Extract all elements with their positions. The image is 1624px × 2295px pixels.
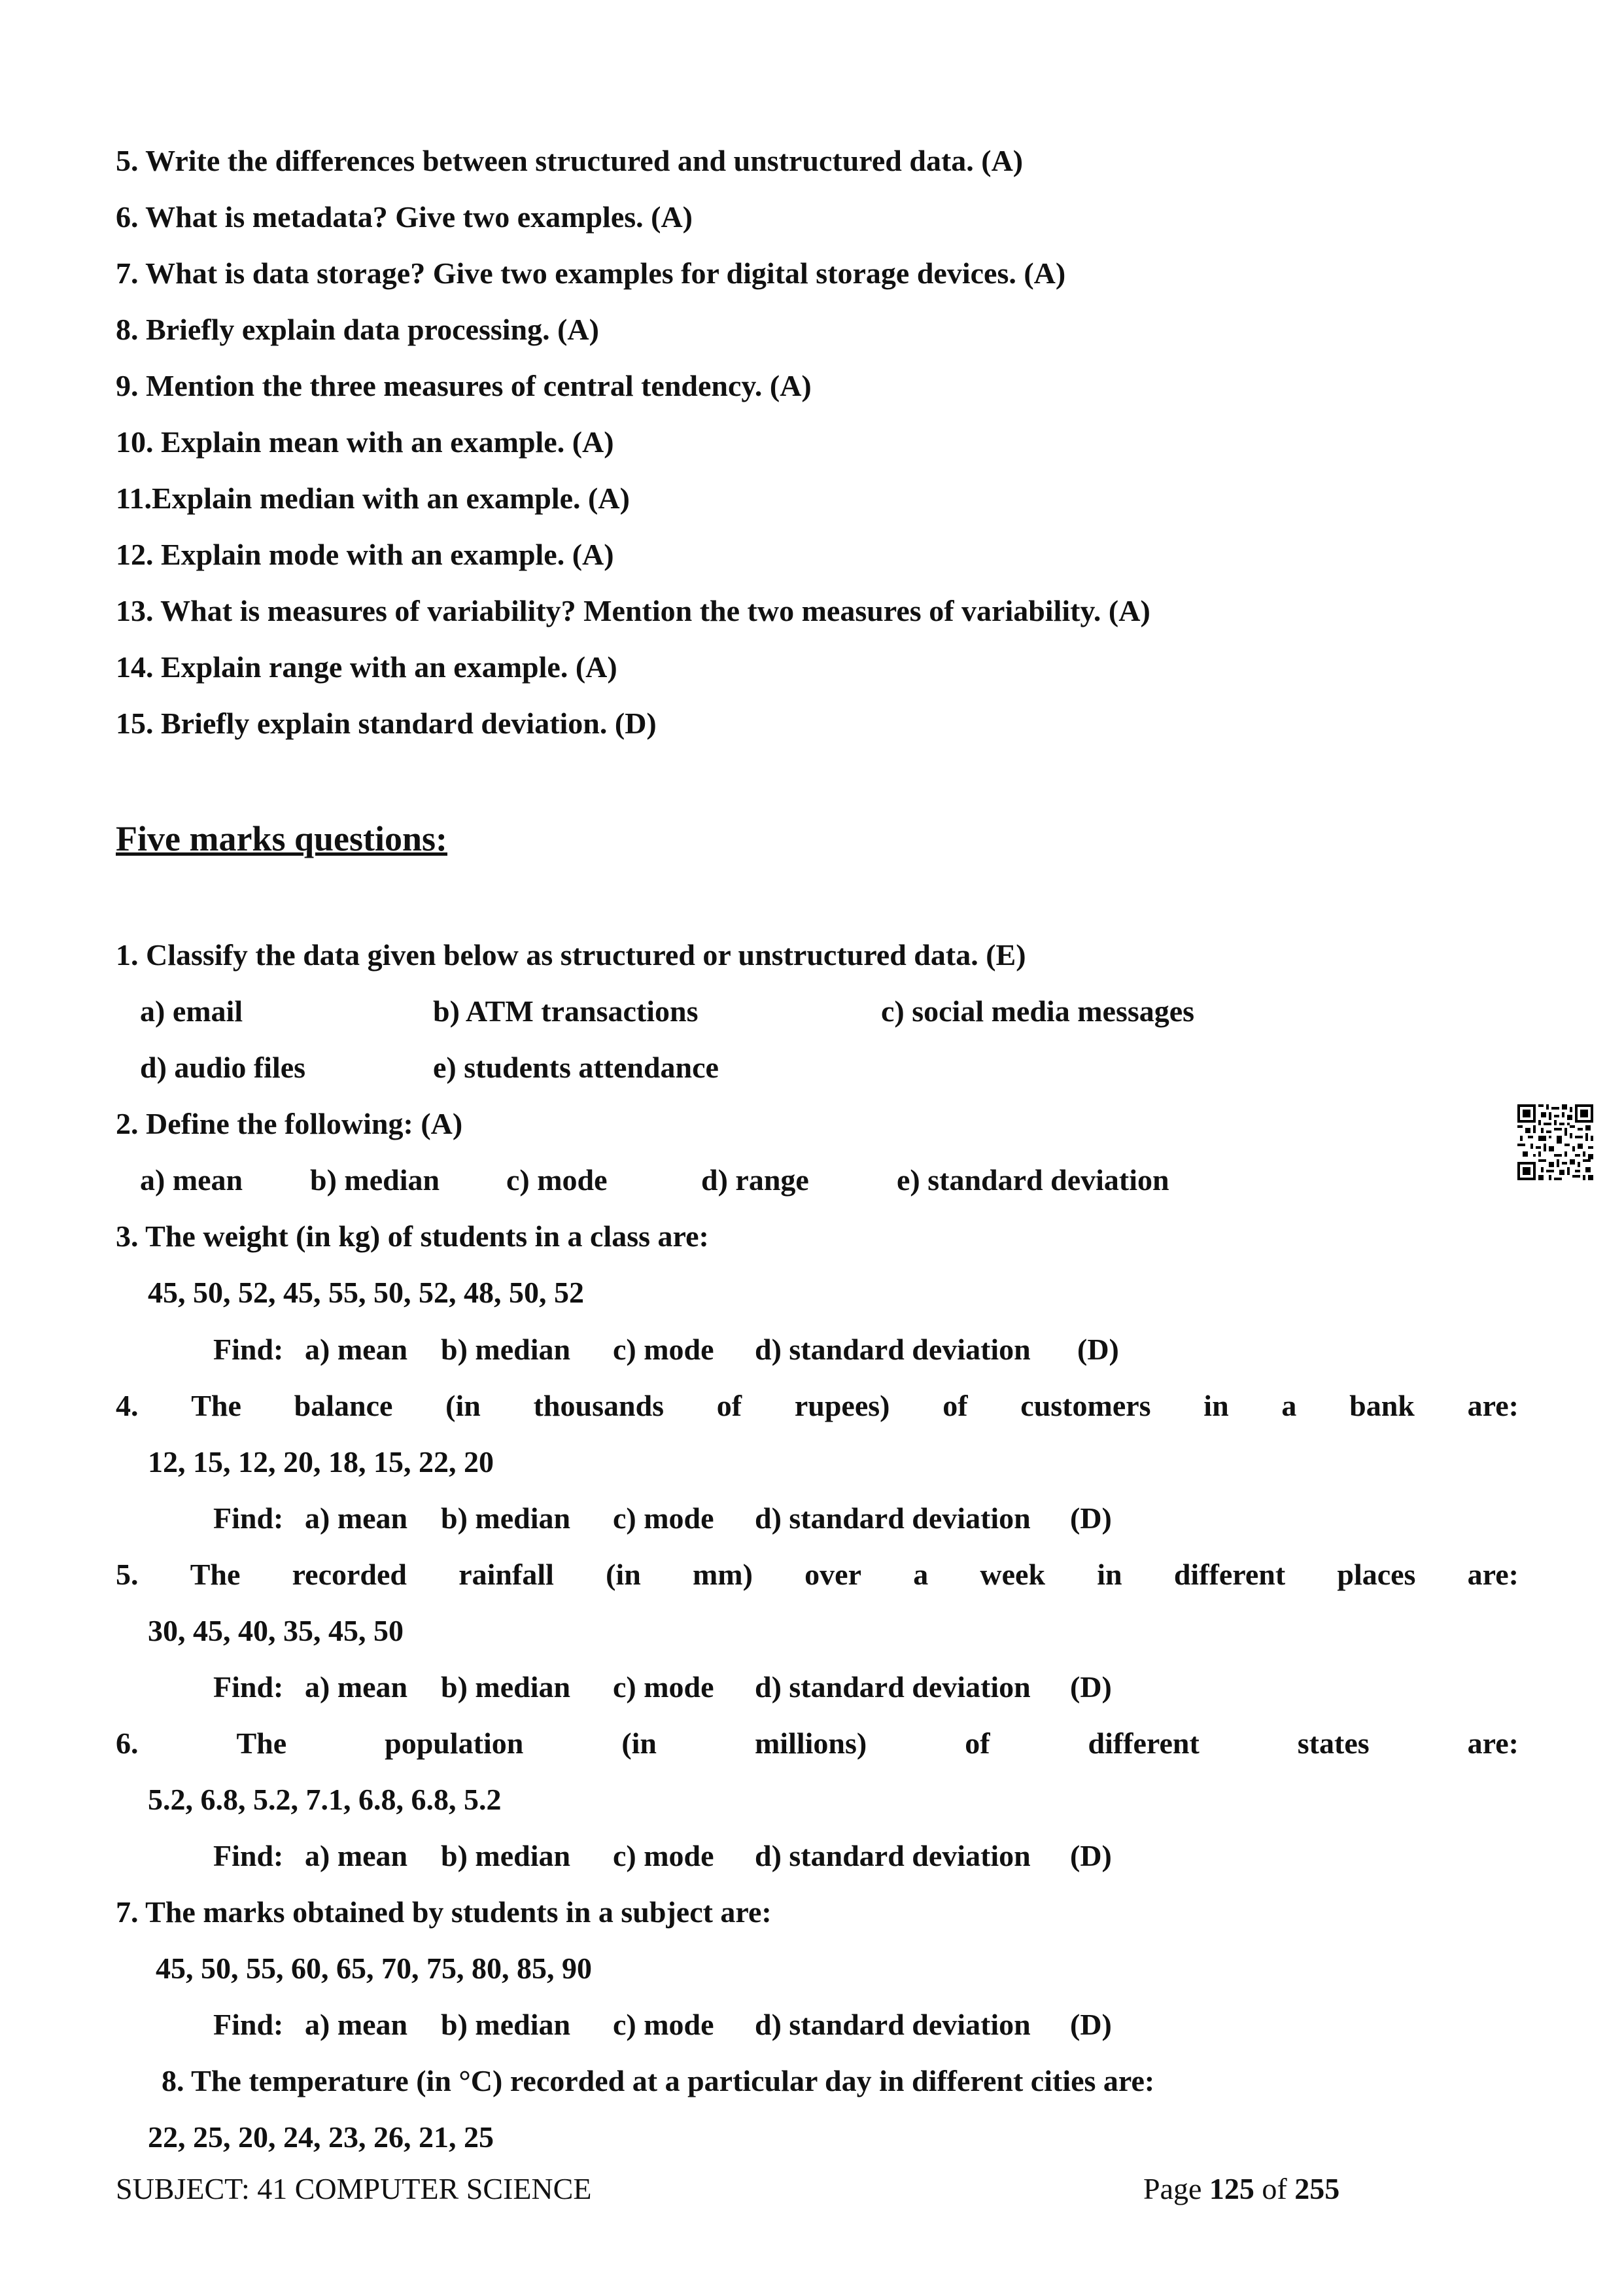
find-label: Find: <box>213 1333 284 1366</box>
word: bank <box>1349 1389 1415 1422</box>
find-item: b) median <box>441 1333 571 1366</box>
data-values: 5.2, 6.8, 5.2, 7.1, 6.8, 6.8, 5.2 <box>148 1783 502 1816</box>
question-item: 5. Write the differences between structured and unstructured data. (A) <box>116 144 1024 177</box>
difficulty-level: (D) <box>1070 1839 1112 1872</box>
find-label: Find: <box>213 2008 284 2041</box>
data-values: 30, 45, 40, 35, 45, 50 <box>148 1614 404 1647</box>
word: of <box>942 1389 968 1422</box>
data-values: 12, 15, 12, 20, 18, 15, 22, 20 <box>148 1445 494 1479</box>
question-item: 13. What is measures of variability? Mention the two measures of variability. (A) <box>116 594 1150 627</box>
option-item: a) email <box>140 994 243 1028</box>
word: 4. <box>116 1389 139 1422</box>
word: (in <box>606 1558 641 1591</box>
find-item: d) standard deviation <box>755 1501 1031 1535</box>
find-item: d) standard deviation <box>755 2008 1031 2041</box>
question-item: 7. What is data storage? Give two examples for digital storage devices. (A) <box>116 256 1066 290</box>
word: customers <box>1020 1389 1151 1422</box>
data-values: 45, 50, 55, 60, 65, 70, 75, 80, 85, 90 <box>156 1952 592 1985</box>
find-label: Find: <box>213 1501 284 1535</box>
question-text <box>116 1388 1519 1424</box>
word: The <box>190 1558 241 1591</box>
word: thousands <box>533 1389 665 1422</box>
find-item: a) mean <box>305 2008 408 2041</box>
word: week <box>980 1558 1046 1591</box>
word: in <box>1203 1389 1229 1422</box>
question-item: 15. Briefly explain standard deviation. (D) <box>116 707 657 740</box>
question-item: 10. Explain mean with an example. (A) <box>116 425 614 459</box>
find-item: c) mode <box>613 1501 714 1535</box>
word: (in <box>621 1726 657 1760</box>
question-text: 3. The weight (in kg) of students in a class are: <box>116 1219 709 1253</box>
question-text: 8. The temperature (in °C) recorded at a particular day in different cities are: <box>162 2064 1155 2097</box>
question-item: 8. Briefly explain data processing. (A) <box>116 313 599 346</box>
word: The <box>236 1726 287 1760</box>
word: a <box>1281 1389 1297 1422</box>
question-item: 6. What is metadata? Give two examples. (A) <box>116 200 693 234</box>
difficulty-level: (D) <box>1070 1670 1112 1704</box>
question-item: 12. Explain mode with an example. (A) <box>116 538 614 571</box>
five-marks-heading: Five marks questions: <box>116 819 448 858</box>
option-item: d) audio files <box>140 1051 306 1084</box>
question-item: 14. Explain range with an example. (A) <box>116 650 617 684</box>
word: in <box>1097 1558 1122 1591</box>
word: recorded <box>292 1558 407 1591</box>
find-item: d) standard deviation <box>755 1333 1031 1366</box>
data-values: 45, 50, 52, 45, 55, 50, 52, 48, 50, 52 <box>148 1276 584 1309</box>
word: (in <box>445 1389 481 1422</box>
difficulty-level: (D) <box>1070 1501 1112 1535</box>
page-number <box>1143 2171 1339 2207</box>
word: of <box>716 1389 742 1422</box>
word: population <box>385 1726 524 1760</box>
option-item: c) mode <box>506 1163 608 1197</box>
footer-subject: SUBJECT: 41 COMPUTER SCIENCE <box>116 2172 592 2205</box>
word: millions) <box>754 1726 867 1760</box>
find-item: b) median <box>441 2008 571 2041</box>
word: different <box>1173 1558 1286 1591</box>
word: mm) <box>692 1558 753 1591</box>
option-item: b) median <box>310 1163 440 1197</box>
word: places <box>1337 1558 1416 1591</box>
word: rainfall <box>458 1558 554 1591</box>
find-item: c) mode <box>613 1839 714 1872</box>
find-item: c) mode <box>613 1333 714 1366</box>
question-text: 7. The marks obtained by students in a subject are: <box>116 1895 772 1929</box>
question-text <box>116 1556 1519 1593</box>
option-item: b) ATM transactions <box>433 994 699 1028</box>
option-item: c) social media messages <box>881 994 1195 1028</box>
word: a <box>913 1558 929 1591</box>
word: are: <box>1467 1389 1519 1422</box>
find-item: c) mode <box>613 2008 714 2041</box>
find-label: Find: <box>213 1670 284 1704</box>
page-current: 125 <box>1209 2172 1254 2205</box>
qr-code-icon <box>1517 1104 1593 1180</box>
question-text: 1. Classify the data given below as structured or unstructured data. (E) <box>116 938 1026 972</box>
find-item: b) median <box>441 1501 571 1535</box>
word: 5. <box>116 1558 139 1591</box>
question-item: 9. Mention the three measures of central tendency. (A) <box>116 369 812 402</box>
option-item: a) mean <box>140 1163 243 1197</box>
find-item: d) standard deviation <box>755 1670 1031 1704</box>
word: 6. <box>116 1726 139 1760</box>
find-item: a) mean <box>305 1670 408 1704</box>
page-word: Page <box>1143 2172 1202 2205</box>
find-item: b) median <box>441 1670 571 1704</box>
word: are: <box>1467 1558 1519 1591</box>
find-item: a) mean <box>305 1333 408 1366</box>
data-values: 22, 25, 20, 24, 23, 26, 21, 25 <box>148 2120 494 2154</box>
difficulty-level: (D) <box>1077 1333 1119 1366</box>
word: are: <box>1467 1726 1519 1760</box>
option-item: e) students attendance <box>433 1051 719 1084</box>
find-item: a) mean <box>305 1839 408 1872</box>
word: balance <box>294 1389 393 1422</box>
word: rupees) <box>794 1389 890 1422</box>
page-of: of <box>1262 2172 1287 2205</box>
word: different <box>1088 1726 1200 1760</box>
find-label: Find: <box>213 1839 284 1872</box>
word: The <box>191 1389 241 1422</box>
question-text: 2. Define the following: (A) <box>116 1107 463 1140</box>
word: states <box>1297 1726 1370 1760</box>
option-item: d) range <box>701 1163 809 1197</box>
page-total: 255 <box>1294 2172 1340 2205</box>
find-item: b) median <box>441 1839 571 1872</box>
find-item: c) mode <box>613 1670 714 1704</box>
word: over <box>804 1558 861 1591</box>
find-item: d) standard deviation <box>755 1839 1031 1872</box>
find-item: a) mean <box>305 1501 408 1535</box>
difficulty-level: (D) <box>1070 2008 1112 2041</box>
question-item: 11.Explain median with an example. (A) <box>116 482 630 515</box>
word: of <box>965 1726 990 1760</box>
question-text <box>116 1725 1519 1762</box>
option-item: e) standard deviation <box>897 1163 1169 1197</box>
